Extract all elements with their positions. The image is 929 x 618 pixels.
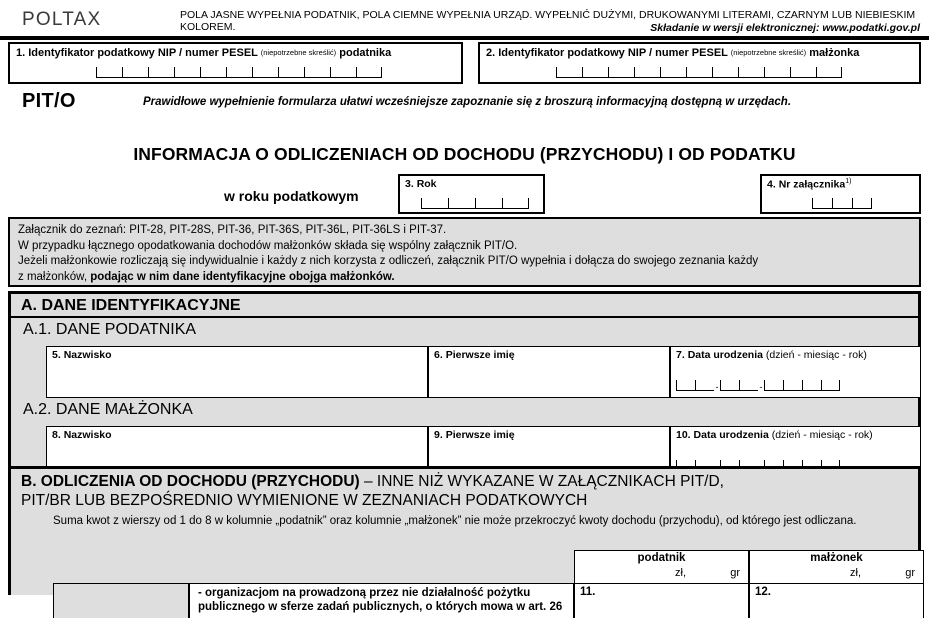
year-field-number: 3.	[405, 178, 414, 190]
taxpayer-firstname-number: 6.	[434, 349, 443, 361]
year-prefix-label: w roku podatkowym	[224, 188, 359, 204]
table-row-description-text	[198, 586, 570, 614]
fill-instruction-line-1: POLA JASNE WYPEŁNIA PODATNIK, POLA CIEMNE WYPEŁNIA URZĄD. WYPEŁNIĆ DUŻYMI, DRUKOWANYMI LITERAMI, CZARNYM LUB NIEBIESKIM KOLOREM.	[180, 9, 916, 33]
table-header-taxpayer-label: podatnik	[637, 552, 686, 564]
table-row-description-line1: - organizacjom na prowadzoną przez nie działalność pożytku	[198, 587, 531, 599]
taxpayer-birthdate-note: (dzień - miesiąc - rok)	[765, 349, 867, 361]
table-row-taxpayer-field-number: 11.	[580, 586, 596, 598]
section-b-title-strong: B. ODLICZENIA OD DOCHODU (PRZYCHODU)	[21, 473, 360, 490]
taxpayer-field-note: (niepotrzebne skreślić)	[260, 48, 337, 57]
form-symbol: PIT/O	[22, 90, 76, 112]
spouse-surname-number: 8.	[52, 429, 61, 441]
poltax-logo: POLTAX	[22, 9, 102, 30]
table-row-description-cell	[189, 583, 574, 618]
taxpayer-birthdate-field[interactable]	[670, 346, 921, 398]
section-b-title-line2: PIT/BR LUB BEZPOŚREDNIO WYMIENIONE W ZEZNANIACH PODATKOWYCH	[21, 492, 588, 509]
taxpayer-firstname-label	[434, 349, 515, 361]
attachment-field-footnote: 1)	[845, 178, 852, 185]
note-line-2: W przypadku łącznego opodatkowania dochodów małżonków składa się wspólny załącznik PIT/O.	[18, 239, 518, 252]
section-a2-header	[8, 398, 921, 426]
section-a1-header	[8, 318, 921, 346]
section-b-title	[21, 472, 916, 510]
spouse-birthdate-number: 10.	[676, 429, 691, 441]
year-field-text: Rok	[416, 178, 437, 190]
taxpayer-birthdate-number: 7.	[676, 349, 685, 361]
table-row-taxpayer-amount-field[interactable]	[574, 583, 749, 618]
taxpayer-data-row	[8, 346, 921, 398]
table-header-taxpayer	[574, 550, 749, 583]
spouse-nip-pesel-label	[486, 47, 859, 59]
spouse-firstname-label	[434, 429, 515, 441]
note-line-3b: z małżonków,	[18, 270, 91, 283]
taxpayer-nip-pesel-label	[16, 47, 391, 59]
spouse-field-label: Identyfikator podatkowy NIP / numer PESEL	[498, 47, 728, 59]
taxpayer-field-suffix: podatnika	[339, 47, 392, 59]
attachment-info-panel	[8, 217, 921, 287]
year-field[interactable]	[398, 174, 545, 214]
taxpayer-birthdate-label	[676, 349, 867, 361]
electronic-submission-note: Składanie w wersji elektronicznej: www.podatki.gov.pl	[650, 22, 920, 34]
table-header-taxpayer-gr: gr	[730, 567, 740, 579]
attachment-field-label	[767, 178, 851, 191]
table-header-spouse-gr: gr	[905, 567, 915, 579]
note-line-3	[18, 254, 911, 270]
taxpayer-birthdate-text: Data urodzenia	[687, 349, 763, 361]
attachment-number-field[interactable]	[760, 174, 921, 214]
spouse-surname-label	[52, 429, 112, 441]
spouse-birthdate-note: (dzień - miesiąc - rok)	[771, 429, 873, 441]
table-header-spouse	[749, 550, 924, 583]
spouse-firstname-text: Pierwsze imię	[445, 429, 515, 441]
taxpayer-firstname-text: Pierwsze imię	[445, 349, 515, 361]
attachment-field-number: 4.	[767, 178, 776, 191]
form-advice-text: Prawidłowe wypełnienie formularza ułatwi wcześniejsze zapoznanie się z broszurą informacyjną dostępną w urzędach.	[143, 96, 792, 108]
table-row-spouse-amount-field[interactable]	[749, 583, 924, 618]
taxpayer-field-number: 1.	[16, 47, 26, 59]
note-line-3a: Jeżeli małżonkowie rozliczają się indywidualnie i każdy z nich korzysta z odliczeń, załącznik PIT/O wypełnia i dołącza do swojego zeznania każdy	[18, 255, 759, 267]
taxpayer-field-label: Identyfikator podatkowy NIP / numer PESEL	[28, 47, 258, 59]
taxpayer-surname-field[interactable]	[46, 346, 428, 398]
spouse-field-suffix: małżonka	[809, 47, 860, 59]
taxpayer-nip-pesel-comb[interactable]	[96, 67, 382, 78]
taxpayer-nip-pesel-field[interactable]	[8, 42, 463, 84]
note-line-3c: podając w nim dane identyfikacyjne obojga małżonków.	[90, 270, 395, 283]
spouse-birthdate-text: Data urodzenia	[693, 429, 769, 441]
year-comb[interactable]	[421, 198, 529, 209]
taxpayer-birthdate-comb[interactable]: - -	[676, 380, 840, 391]
taxpayer-surname-text: Nazwisko	[63, 349, 112, 361]
section-a-header	[8, 291, 921, 318]
table-header-taxpayer-zl: zł,	[675, 567, 686, 579]
spouse-field-note: (niepotrzebne skreślić)	[730, 48, 807, 57]
header-divider-rule	[0, 36, 929, 40]
table-header-spouse-label: małżonek	[810, 552, 863, 564]
attachment-comb[interactable]	[812, 198, 872, 209]
section-a1-title: A.1. DANE PODATNIKA	[23, 321, 197, 338]
spouse-nip-pesel-comb[interactable]	[556, 67, 842, 78]
table-row-spouse-field-number: 12.	[755, 586, 771, 598]
page-title: INFORMACJA O ODLICZENIACH OD DOCHODU (PRZYCHODU) I OD PODATKU	[133, 144, 796, 164]
attachment-field-text: Nr załącznika	[778, 178, 846, 191]
taxpayer-surname-label	[52, 349, 112, 361]
spouse-birthdate-label	[676, 429, 873, 441]
note-line-1: Załącznik do zeznań: PIT-28, PIT-28S, PIT-36, PIT-36S, PIT-36L, PIT-36LS i PIT-37.	[18, 224, 447, 236]
section-b	[8, 466, 921, 613]
taxpayer-surname-number: 5.	[52, 349, 61, 361]
spouse-surname-text: Nazwisko	[63, 429, 112, 441]
table-header-spouse-zl: zł,	[850, 567, 861, 579]
spouse-nip-pesel-field[interactable]	[478, 42, 921, 84]
section-a2-title: A.2. DANE MAŁŻONKA	[23, 401, 193, 418]
note-line-4	[18, 270, 911, 286]
taxpayer-firstname-field[interactable]	[428, 346, 670, 398]
section-a-title: A. DANE IDENTYFIKACYJNE	[21, 297, 241, 314]
spouse-firstname-number: 9.	[434, 429, 443, 441]
table-row-description-line2: publicznego w sferze zadań publicznych, o których mowa w art. 26	[198, 601, 563, 613]
section-b-subtitle: Suma kwot z wierszy od 1 do 8 w kolumnie „podatnik” oraz kolumnie „małżonek” nie może przekroczyć kwoty dochodu (przychodu), od którego jest odliczana.	[53, 515, 857, 527]
year-field-label	[405, 178, 437, 190]
table-row-category-cell	[53, 583, 189, 618]
section-b-title-rest: – INNE NIŻ WYKAZANE W ZAŁĄCZNIKACH PIT/D,	[359, 473, 724, 490]
spouse-field-number: 2.	[486, 47, 496, 59]
